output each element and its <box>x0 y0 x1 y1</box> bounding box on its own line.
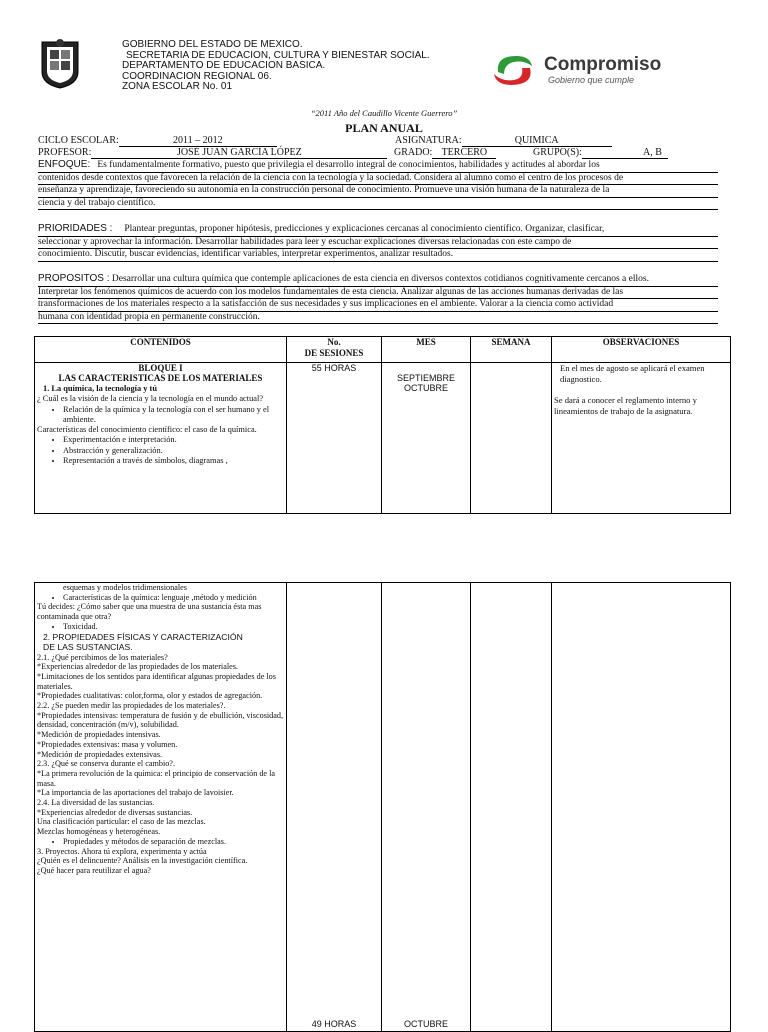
semana-cell-2 <box>471 583 552 1032</box>
profesor-label: PROFESOR: <box>38 147 92 158</box>
subtopic-1: 1. La química, la tecnología y tú <box>43 384 157 393</box>
enfoque-line-3: enseñanza y aprendizaje, favoreciendo su autonomía en la construcción personal de conocimiento. Promueve una visión humana de la naturaleza de la <box>38 185 718 198</box>
contenidos-cell-continued <box>35 583 287 1032</box>
prioridades-section <box>38 223 718 262</box>
logo-name: Compromiso <box>544 54 662 75</box>
plan-table-page-2 <box>34 582 731 1032</box>
ciclo-value: 2011 – 2012 <box>119 135 277 147</box>
list-item: • Características de la química: lenguaje ,método y medición <box>63 593 284 603</box>
enfoque-label: ENFOQUE: <box>38 159 91 170</box>
profesor-row <box>38 147 387 159</box>
content-line: Una clasificación particular: el caso de las mezclas. <box>37 817 206 827</box>
propositos-line-4: humana con identidad propia en permanente construcción. <box>38 312 718 325</box>
content-question-1: ¿ Cuál es la visión de la ciencia y la tecnología en el mundo actual? <box>37 394 264 404</box>
content-line: *Experiencias alrededor de las propiedades de los materiales. <box>37 662 238 672</box>
sesiones-cell-2: 49 HORAS <box>287 583 382 1032</box>
content-line: 2.3. ¿Qué se conserva durante el cambio?. <box>37 759 175 769</box>
content-line: *Medición de propiedades extensivas. <box>37 749 163 759</box>
header-semana: SEMANA <box>471 337 552 363</box>
content-line: *Experiencias alrededor de diversas sustancias. <box>37 807 193 817</box>
government-header <box>122 40 430 93</box>
content-line: 3. Proyectos. Ahora tú explora, experimenta y actúa <box>37 846 207 856</box>
year-motto: “2011 Año del Caudillo Vicente Guerrero” <box>310 108 458 118</box>
grupos-value: A, B <box>582 147 668 159</box>
content-line: *Propiedades intensivas: temperatura de fusión y de ebullición, viscosidad, densidad, concentración (m/v), solubilidad. <box>37 710 284 730</box>
content-line: ¿Quién es el delincuente? Análisis en la investigación científica. <box>37 856 248 866</box>
header-line-4: COORDINACION REGIONAL 06. <box>122 70 272 82</box>
logo-tagline: Gobierno que cumple <box>548 75 635 85</box>
compromiso-logo <box>490 50 690 90</box>
content-line: 2.2. ¿Se pueden medir las propiedades de los materiales?. <box>37 701 226 711</box>
sesiones-cell: 55 HORAS <box>287 363 382 514</box>
content-line: Mezclas homogéneas y heterogéneas. <box>37 827 161 837</box>
propositos-line-1: Desarrollar una cultura química que contemple aplicaciones de esta ciencia en diversos contextos cotidianos cognitivamente cercanos a ellos. <box>111 274 649 284</box>
tu-decides-text: Tú decides: ¿Cómo saber que una muestra de una sustancia ésta mas contaminada que otra? <box>37 602 262 622</box>
subtopic-2: 2. PROPIEDADES FÍSICAS Y CARACTERIZACIÓN DE LAS SUSTANCIAS. <box>43 631 243 653</box>
header-line-5: ZONA ESCOLAR No. 01 <box>122 81 233 92</box>
content-line: *La primera revolución de la química: el principio de conservación de la masa. <box>37 768 276 788</box>
mes-cell <box>382 363 471 514</box>
ciclo-row <box>38 135 277 147</box>
mes-cell-2: OCTUBRE <box>382 583 471 1032</box>
asignatura-value: QUIMICA <box>462 135 612 147</box>
list-item: • Abstracción y generalización. <box>63 446 284 456</box>
bloque-title: LAS CARACTERISTICAS DE LOS MATERIALES <box>58 373 263 383</box>
content-line: 2.1. ¿Qué percibimos de los materiales? <box>37 652 168 662</box>
observacion-1: En el mes de agosto se aplicará el examen diagnostico. <box>560 363 705 384</box>
propositos-section <box>38 273 718 324</box>
mes-septiembre: SEPTIEMBRE <box>396 373 455 383</box>
propositos-label: PROPÓSITOS : <box>38 273 110 284</box>
bloque-label: BLOQUE I <box>138 363 183 373</box>
content-line: *Propiedades cualitativas: color,forma, olor y estados de agregación. <box>37 691 263 701</box>
asignatura-label: ASIGNATURA: <box>395 135 462 146</box>
prioridades-label: PRIORIDADES : <box>38 223 113 234</box>
grupos-row <box>533 147 668 159</box>
semana-cell <box>471 363 552 514</box>
propositos-line-2: Interpretar los fenómenos químicos de acuerdo con los modelos fundamentales de esta ciencia. Analizar algunas de las acciones humanas derivadas de las <box>38 287 718 300</box>
contenidos-cell <box>35 363 287 514</box>
list-item: • Experimentación e interpretación. <box>63 435 284 445</box>
list-item: • Toxicidad. <box>63 622 284 632</box>
enfoque-line-2: contenidos desde contextos que favorecen la relación de la ciencia con la tecnología y la sociedad. Considera al alumno como el centro de los procesos de <box>38 173 718 186</box>
asignatura-row <box>395 135 612 147</box>
propositos-line-3: transformaciones de los materiales respecto a la satisfacción de sus necesidades y sus implicaciones en el ambiente. Valorar a la ciencia como actividad <box>38 299 718 312</box>
prioridades-line-2: seleccionar y aprovechar la información. Desarrollar habilidades para leer y escuchar explicaciones diversas relacionadas con este campo de <box>38 237 718 250</box>
list-item: • Relación de la química y la tecnología con el ser humano y el ambiente. <box>63 405 284 426</box>
enfoque-section <box>38 159 718 210</box>
header-observaciones: OBSERVACIONES <box>552 337 731 363</box>
content-text-2: Características del conocimiento científico: el caso de la química. <box>37 425 257 435</box>
ciclo-label: CICLO ESCOLAR: <box>38 135 119 146</box>
page-title: PLAN ANUAL <box>345 121 423 135</box>
grupos-label: GRUPO(S): <box>533 147 582 158</box>
observaciones-cell <box>552 363 731 514</box>
grado-label: GRADO: <box>394 147 433 158</box>
header-mes: MES <box>382 337 471 363</box>
state-seal-icon <box>38 38 82 90</box>
observaciones-cell-2 <box>552 583 731 1032</box>
plan-table-page-1 <box>34 336 731 514</box>
list-item: • Representación a través de símbolos, diagramas , <box>63 456 284 466</box>
content-line: *Medición de propiedades intensivas. <box>37 730 161 740</box>
header-line-3: DEPARTAMENTO DE EDUCACION BASICA. <box>122 60 326 71</box>
content-line: *Propiedades extensivas: masa y volumen. <box>37 739 178 749</box>
grado-value: TERCERO <box>432 147 496 159</box>
profesor-value: JOSÉ JUAN GARCÍA LÓPEZ <box>91 147 387 159</box>
prioridades-line-3: conocimiento. Discutir, buscar evidencias, identificar variables, interpretar experimentos, analizar resultados. <box>38 249 718 262</box>
prioridades-line-1: Plantear preguntas, proponer hipótesis, predicciones y explicaciones cercanas al conocimiento científico. Organizar, clasificar, <box>124 224 605 234</box>
mes-octubre: OCTUBRE <box>403 383 448 394</box>
header-sesiones: No. DE SESIONES <box>287 337 382 363</box>
content-line: ¿Qué hacer para reutilizar el agua? <box>37 865 151 875</box>
observacion-2: Se dará a conocer el reglamento interno y lineamientos de trabajo de la asignatura. <box>554 395 697 416</box>
list-item: • Propiedades y métodos de separación de mezclas. <box>63 837 284 847</box>
enfoque-line-1: Es fundamentalmente formativo, puesto que privilegia el desarrollo integral de conocimientos, habilidades y actitudes al abordar los <box>97 160 600 170</box>
header-line-2: SECRETARIA DE EDUCACION, CULTURA Y BIENESTAR SOCIAL. <box>126 49 430 61</box>
content-line: 2.4. La diversidad de las sustancias. <box>37 798 155 808</box>
content-line: *Limitaciones de los sentidos para identificar algunas propiedades de los materiales. <box>37 671 276 691</box>
header-line-1: GOBIERNO DEL ESTADO DE MEXICO. <box>122 39 303 50</box>
enfoque-line-4: ciencia y del trabajo científico. <box>38 198 718 211</box>
header-contenidos: CONTENIDOS <box>35 337 287 363</box>
content-line: esquemas y modelos tridimensionales <box>63 583 187 592</box>
compromiso-swirl-icon <box>490 52 536 88</box>
content-line: *La importancia de las aportaciones del trabajo de lavoisier. <box>37 788 234 798</box>
grado-row <box>394 147 496 159</box>
